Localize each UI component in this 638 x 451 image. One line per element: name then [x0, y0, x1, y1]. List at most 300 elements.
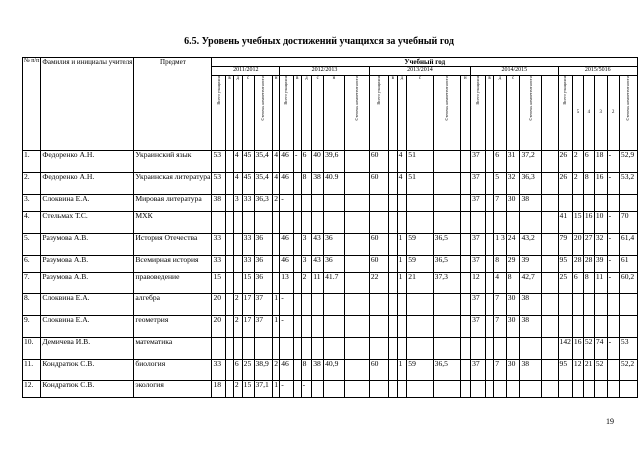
value-cell [460, 360, 470, 381]
value-cell [558, 381, 572, 398]
value-cell: 60,2 [619, 273, 637, 294]
value-cell [407, 338, 433, 360]
value-cell [242, 338, 254, 360]
value-cell [506, 212, 520, 234]
value-cell: 16 [594, 173, 607, 195]
value-cell: 52 [583, 338, 594, 360]
subject-name: геометрия [134, 316, 212, 338]
subheader-n: н [460, 76, 470, 151]
header-teacher: Фамилия и инициалы учителя [41, 58, 134, 151]
value-cell: 30 [506, 360, 520, 381]
subheader-s: с [242, 76, 254, 151]
subheader-d: д [301, 76, 312, 151]
table-row [23, 381, 638, 398]
value-cell [273, 338, 280, 360]
value-cell [541, 294, 558, 316]
value-cell [273, 234, 280, 256]
subheader-total [471, 76, 486, 151]
subheader-quality [254, 76, 273, 151]
table-row [23, 234, 638, 256]
subheader-total [212, 76, 226, 151]
value-cell [485, 338, 494, 360]
value-cell: 43 [312, 256, 324, 273]
value-cell [254, 212, 273, 234]
value-cell: 52,9 [619, 151, 637, 173]
value-cell [280, 212, 294, 234]
value-cell [242, 212, 254, 234]
value-cell: 2 [301, 273, 312, 294]
value-cell [226, 338, 234, 360]
value-cell: 33 [212, 234, 226, 256]
value-cell [607, 381, 619, 398]
value-cell: 26 [558, 151, 572, 173]
subject-name: Украинский язык [134, 151, 212, 173]
subject-name: Всемирная история [134, 256, 212, 273]
table-row [23, 212, 638, 234]
value-cell: 35,4 [254, 151, 273, 173]
value-cell [541, 234, 558, 256]
value-cell [407, 195, 433, 212]
subheader-v: в [388, 76, 397, 151]
value-cell [369, 338, 388, 360]
value-cell: 25 [558, 273, 572, 294]
value-cell: 74 [594, 338, 607, 360]
value-cell: 15 [242, 273, 254, 294]
value-cell: 15 [212, 273, 226, 294]
subheader-total [369, 76, 388, 151]
value-cell: 16 [583, 212, 594, 234]
value-cell: 46 [280, 151, 294, 173]
year-header: 2014/2015 [471, 67, 558, 76]
value-cell: 43 [312, 234, 324, 256]
value-cell: 8 [583, 173, 594, 195]
subject-name: МХК [134, 212, 212, 234]
achievements-table [22, 57, 638, 398]
value-cell [388, 338, 397, 360]
table-row [23, 316, 638, 338]
subject-name: Украинская литература [134, 173, 212, 195]
value-cell [344, 195, 369, 212]
value-cell: 79 [558, 234, 572, 256]
value-cell: 36,3 [520, 173, 541, 195]
value-cell [344, 294, 369, 316]
row-number: 1. [23, 151, 41, 173]
value-cell: 1 [397, 360, 407, 381]
value-cell: 1 3 [494, 234, 507, 256]
value-cell [485, 195, 494, 212]
value-cell [594, 294, 607, 316]
value-cell [494, 338, 507, 360]
value-cell [407, 212, 433, 234]
empty-subheader [541, 76, 558, 151]
value-cell: 51 [407, 173, 433, 195]
value-cell: 40,9 [324, 360, 345, 381]
value-cell [594, 195, 607, 212]
value-cell [324, 212, 345, 234]
value-cell: 37 [471, 234, 486, 256]
subheader-3: 3 [594, 76, 607, 151]
subheader-v: в [293, 76, 301, 151]
value-cell: 37 [471, 360, 486, 381]
value-cell [607, 360, 619, 381]
value-cell: 59 [407, 256, 433, 273]
value-cell [485, 294, 494, 316]
value-cell [344, 338, 369, 360]
value-cell: 5 [494, 173, 507, 195]
value-cell [369, 212, 388, 234]
value-cell: 60 [369, 151, 388, 173]
value-cell [273, 273, 280, 294]
teacher-name: Разумова А.В. [41, 256, 134, 273]
value-cell [388, 212, 397, 234]
value-cell [344, 234, 369, 256]
value-cell [369, 294, 388, 316]
value-cell: 6 [494, 151, 507, 173]
subheader-n: н [273, 76, 280, 151]
subheader-4: 4 [583, 76, 594, 151]
value-cell: - [607, 338, 619, 360]
value-cell [312, 338, 324, 360]
value-cell: 12 [471, 273, 486, 294]
value-cell [226, 195, 234, 212]
value-cell [226, 273, 234, 294]
subheader-total [280, 76, 294, 151]
value-cell: 3 [301, 234, 312, 256]
subheader-label: Степень компетентности [625, 76, 631, 121]
value-cell [460, 151, 470, 173]
value-cell: 24 [506, 234, 520, 256]
value-cell: 46 [280, 234, 294, 256]
value-cell [301, 212, 312, 234]
value-cell [558, 294, 572, 316]
value-cell [324, 338, 345, 360]
subheader-s: с [407, 76, 433, 151]
value-cell: 41.7 [324, 273, 345, 294]
value-cell: 4 [233, 151, 242, 173]
value-cell [226, 381, 234, 398]
value-cell: 1 [273, 381, 280, 398]
value-cell: 20 [212, 294, 226, 316]
value-cell: 61 [619, 256, 637, 273]
value-cell [254, 338, 273, 360]
value-cell [312, 381, 324, 398]
value-cell: 4 [397, 151, 407, 173]
value-cell [226, 316, 234, 338]
value-cell: 39 [520, 256, 541, 273]
subject-name: экология [134, 381, 212, 398]
value-cell [460, 212, 470, 234]
teacher-name: Кондратюк С.В. [41, 360, 134, 381]
value-cell: 60 [369, 234, 388, 256]
value-cell: - [607, 256, 619, 273]
value-cell: 37 [471, 151, 486, 173]
value-cell: 21 [407, 273, 433, 294]
value-cell [312, 316, 324, 338]
value-cell: 37,1 [254, 381, 273, 398]
value-cell [471, 338, 486, 360]
teacher-name: Кондратюк С.В. [41, 381, 134, 398]
value-cell [293, 273, 301, 294]
value-cell [324, 316, 345, 338]
value-cell: 36,5 [433, 360, 460, 381]
value-cell: 18 [212, 381, 226, 398]
value-cell [388, 360, 397, 381]
value-cell: 6 [572, 273, 583, 294]
value-cell [506, 338, 520, 360]
value-cell [460, 234, 470, 256]
value-cell: 38 [212, 195, 226, 212]
value-cell: 18 [594, 151, 607, 173]
value-cell [485, 316, 494, 338]
value-cell: 2 [273, 360, 280, 381]
value-cell [301, 294, 312, 316]
subheader-d: д [233, 76, 242, 151]
value-cell [541, 151, 558, 173]
row-number: 12. [23, 381, 41, 398]
value-cell: 33 [212, 256, 226, 273]
value-cell: 46 [280, 173, 294, 195]
value-cell [369, 381, 388, 398]
value-cell [388, 316, 397, 338]
value-cell: 1 [397, 256, 407, 273]
value-cell: 28 [572, 256, 583, 273]
value-cell [460, 316, 470, 338]
value-cell: 7 [494, 294, 507, 316]
value-cell [369, 195, 388, 212]
value-cell: 37 [254, 316, 273, 338]
value-cell [293, 381, 301, 398]
value-cell [572, 195, 583, 212]
value-cell: - [280, 316, 294, 338]
value-cell: 29 [506, 256, 520, 273]
value-cell [460, 294, 470, 316]
value-cell: 2 [233, 294, 242, 316]
value-cell [233, 256, 242, 273]
value-cell [619, 381, 637, 398]
subheader-s: с [506, 76, 520, 151]
value-cell: 40 [312, 151, 324, 173]
value-cell: 43,2 [520, 234, 541, 256]
value-cell [344, 360, 369, 381]
value-cell: 4 [397, 173, 407, 195]
value-cell [312, 294, 324, 316]
value-cell: 31 [506, 151, 520, 173]
table-row [23, 173, 638, 195]
teacher-name: Федоренко А.Н. [41, 173, 134, 195]
value-cell: - [607, 212, 619, 234]
value-cell: 3 [301, 256, 312, 273]
value-cell [293, 360, 301, 381]
value-cell [324, 294, 345, 316]
value-cell: 4 [233, 173, 242, 195]
subheader-2: 2 [607, 76, 619, 151]
value-cell [433, 212, 460, 234]
value-cell [594, 316, 607, 338]
value-cell: 32 [594, 234, 607, 256]
value-cell [460, 381, 470, 398]
value-cell: 11 [312, 273, 324, 294]
value-cell: - [607, 234, 619, 256]
value-cell [293, 234, 301, 256]
subheader-label: Всего учащихся [474, 76, 480, 105]
value-cell [558, 195, 572, 212]
value-cell [293, 316, 301, 338]
value-cell [572, 316, 583, 338]
subheader-label: Всего учащихся [562, 76, 568, 105]
value-cell: 22 [369, 273, 388, 294]
value-cell [388, 195, 397, 212]
value-cell: - [607, 173, 619, 195]
value-cell: 52,2 [619, 360, 637, 381]
value-cell: 36,5 [433, 256, 460, 273]
value-cell [344, 316, 369, 338]
header-school-year: Учебный год [212, 58, 638, 67]
row-number: 2. [23, 173, 41, 195]
value-cell [397, 316, 407, 338]
value-cell: 36 [254, 256, 273, 273]
value-cell [397, 195, 407, 212]
value-cell [520, 381, 541, 398]
value-cell [485, 273, 494, 294]
value-cell [407, 294, 433, 316]
value-cell: 2 [572, 173, 583, 195]
subheader-label: Всего учащихся [215, 76, 221, 105]
subheader-d: д [494, 76, 507, 151]
value-cell [344, 381, 369, 398]
value-cell [233, 234, 242, 256]
value-cell: 52 [594, 360, 607, 381]
value-cell: 4 [273, 173, 280, 195]
value-cell: 38 [520, 360, 541, 381]
value-cell [433, 338, 460, 360]
value-cell [433, 173, 460, 195]
value-cell [388, 173, 397, 195]
subject-name: математика [134, 338, 212, 360]
value-cell: 28 [583, 256, 594, 273]
teacher-name: Федоренко А.Н. [41, 151, 134, 173]
value-cell: 20 [212, 316, 226, 338]
value-cell: 38 [520, 316, 541, 338]
value-cell [388, 234, 397, 256]
value-cell [397, 338, 407, 360]
subheader-quality [619, 76, 637, 151]
subheader-n: н [324, 76, 345, 151]
value-cell: 15 [572, 212, 583, 234]
value-cell: - [280, 381, 294, 398]
value-cell [520, 338, 541, 360]
teacher-name: Разумова А.В. [41, 234, 134, 256]
value-cell: 25 [242, 360, 254, 381]
value-cell [619, 316, 637, 338]
table-row [23, 338, 638, 360]
value-cell: 4 [494, 273, 507, 294]
value-cell [273, 212, 280, 234]
value-cell [485, 234, 494, 256]
value-cell [494, 381, 507, 398]
value-cell [293, 173, 301, 195]
value-cell: 38,9 [254, 360, 273, 381]
value-cell: - [607, 151, 619, 173]
value-cell [397, 212, 407, 234]
value-cell: 16 [572, 338, 583, 360]
subheader-d: д [397, 76, 407, 151]
value-cell [558, 316, 572, 338]
value-cell: 38 [312, 173, 324, 195]
value-cell: 33 [242, 195, 254, 212]
value-cell [541, 273, 558, 294]
page-number: 19 [606, 417, 614, 426]
value-cell [541, 381, 558, 398]
value-cell: 30 [506, 316, 520, 338]
value-cell: 39 [594, 256, 607, 273]
value-cell: 37 [471, 195, 486, 212]
teacher-name: Разумова А.В. [41, 273, 134, 294]
value-cell [460, 273, 470, 294]
value-cell: 60 [369, 360, 388, 381]
table-row [23, 195, 638, 212]
value-cell [572, 381, 583, 398]
value-cell: 37,3 [433, 273, 460, 294]
value-cell: 42,7 [520, 273, 541, 294]
value-cell [280, 338, 294, 360]
value-cell: 38 [520, 195, 541, 212]
row-number: 11. [23, 360, 41, 381]
value-cell: 17 [242, 316, 254, 338]
value-cell [293, 195, 301, 212]
value-cell: 37,2 [520, 151, 541, 173]
value-cell: 3 [233, 195, 242, 212]
value-cell: 37 [471, 173, 486, 195]
value-cell [233, 212, 242, 234]
value-cell [583, 316, 594, 338]
subheader-s: с [312, 76, 324, 151]
value-cell [607, 294, 619, 316]
value-cell [397, 294, 407, 316]
value-cell: 8 [301, 173, 312, 195]
value-cell: 2 [233, 381, 242, 398]
value-cell: 15 [242, 381, 254, 398]
value-cell [433, 151, 460, 173]
teacher-name: Демичева И.В. [41, 338, 134, 360]
value-cell [471, 212, 486, 234]
value-cell [226, 256, 234, 273]
value-cell [388, 256, 397, 273]
row-number: 9. [23, 316, 41, 338]
value-cell [485, 256, 494, 273]
value-cell: 37 [471, 256, 486, 273]
value-cell: 6 [233, 360, 242, 381]
value-cell [388, 273, 397, 294]
value-cell: 17 [242, 294, 254, 316]
value-cell [344, 212, 369, 234]
value-cell: 142 [558, 338, 572, 360]
row-number: 7. [23, 273, 41, 294]
value-cell [273, 256, 280, 273]
year-header: 2012/2013 [280, 67, 370, 76]
value-cell: 46 [280, 256, 294, 273]
value-cell [233, 338, 242, 360]
value-cell: 4 [273, 151, 280, 173]
value-cell [301, 316, 312, 338]
value-cell [460, 338, 470, 360]
value-cell [494, 212, 507, 234]
value-cell: 37 [254, 294, 273, 316]
value-cell [226, 212, 234, 234]
value-cell [324, 381, 345, 398]
value-cell: 33 [242, 256, 254, 273]
value-cell [212, 338, 226, 360]
row-number: 10. [23, 338, 41, 360]
